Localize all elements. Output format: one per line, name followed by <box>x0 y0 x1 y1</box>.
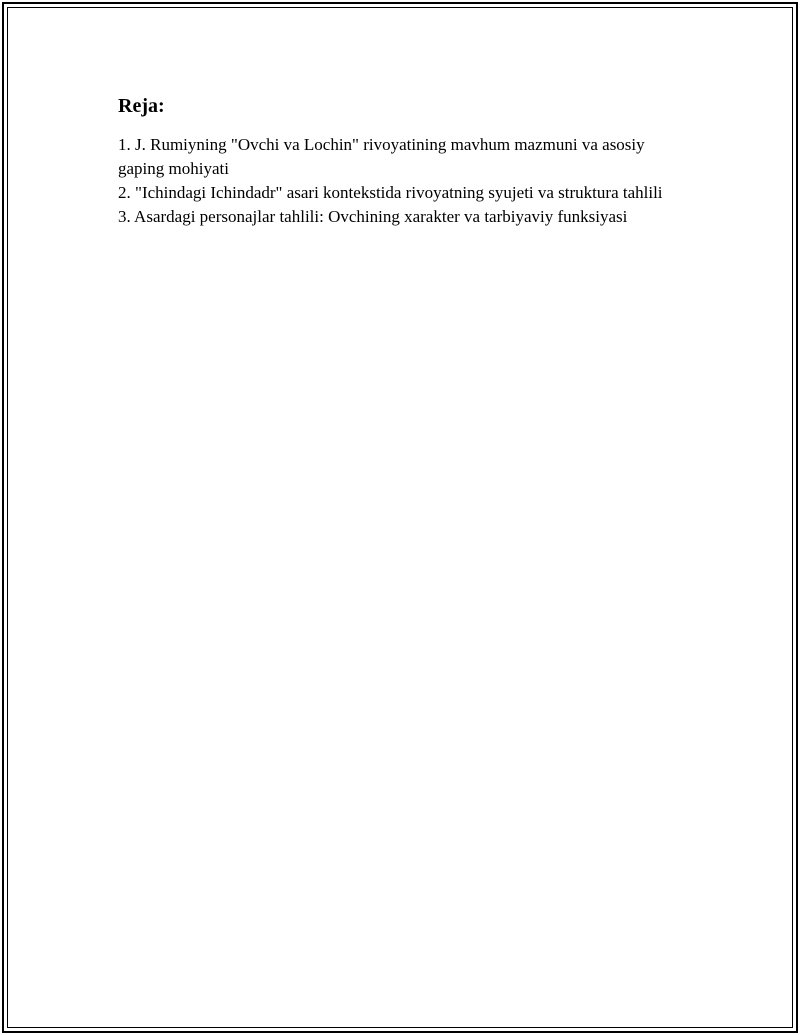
plan-item: 3. Asardagi personajlar tahlili: Ovchining xarakter va tarbiyaviy funksiyasi <box>118 207 628 226</box>
plan-list <box>118 133 678 229</box>
plan-item: 1. J. Rumiyning "Ovchi va Lochin" rivoyatining mavhum mazmuni va asosiy gaping mohiyati <box>118 135 645 178</box>
plan-item: 2. "Ichindagi Ichindadr" asari kontekstida rivoyatning syujeti va struktura tahlili <box>118 183 663 202</box>
document-content <box>118 93 678 229</box>
plan-heading: Reja: <box>118 95 165 117</box>
